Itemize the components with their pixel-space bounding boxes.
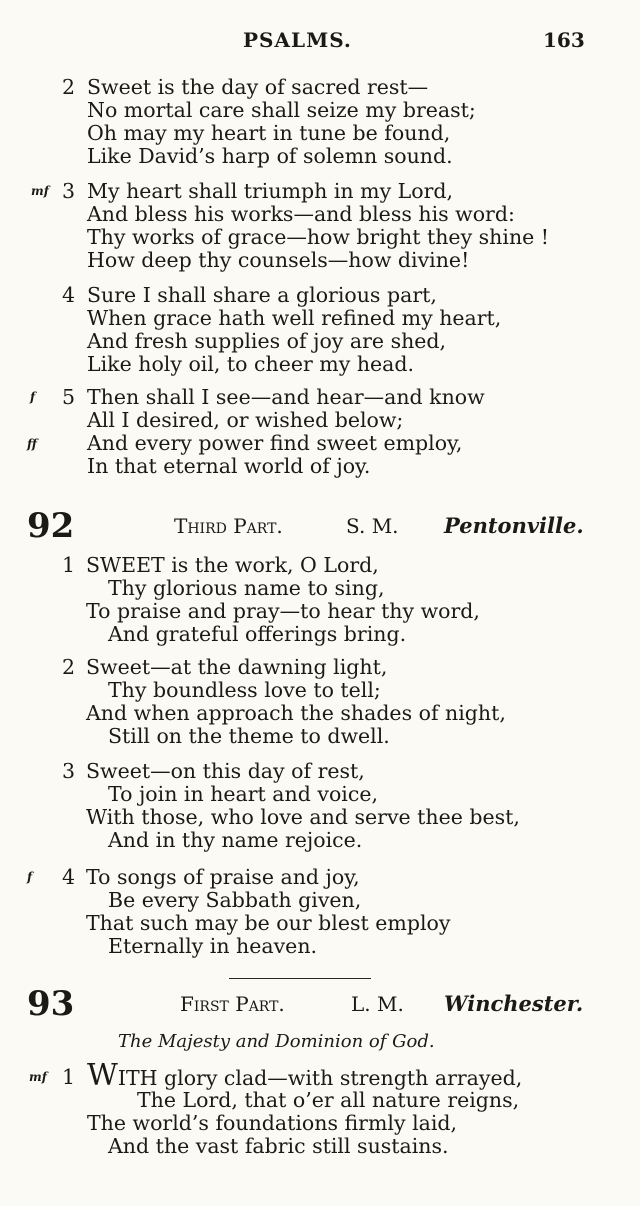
stanza-number: 3 <box>62 759 76 783</box>
verse-line: Like holy oil, to cheer my head. <box>87 352 415 376</box>
verse-line: Sweet—on this day of rest, <box>86 759 365 783</box>
verse-line: And in thy name rejoice. <box>108 828 363 852</box>
verse-line: All I desired, or wished below; <box>87 408 404 432</box>
verse-line: Like David’s harp of solemn sound. <box>87 144 453 168</box>
page-title: PSALMS. <box>243 28 352 52</box>
verse-line: The Lord, that o’er all nature reigns, <box>137 1088 520 1112</box>
verse-line: The world’s foundations firmly laid, <box>87 1111 458 1135</box>
verse-line: My heart shall triumph in my Lord, <box>87 179 454 203</box>
verse-line: To praise and pray—to hear thy word, <box>86 599 480 623</box>
verse-line: With those, who love and serve thee best, <box>86 805 520 829</box>
verse-line: No mortal care shall seize my breast; <box>87 98 476 122</box>
verse-line: And bless his works—and bless his word: <box>87 202 515 226</box>
stanza-number: 4 <box>62 283 76 307</box>
verse-line: Thy boundless love to tell; <box>108 678 381 702</box>
verse-line: When grace hath well refined my heart, <box>87 306 502 330</box>
verse-line: SWEET is the work, O Lord, <box>86 553 379 577</box>
verse-line: Thy works of grace—how bright they shine ! <box>87 225 550 249</box>
hymn-meter: S. M. <box>346 514 399 538</box>
verse-line: And the vast fabric still sustains. <box>108 1134 449 1158</box>
hymn-subtitle: The Majesty and Dominion of God. <box>118 1031 435 1052</box>
stanza-number: 3 <box>62 179 76 203</box>
stanza-number: 2 <box>62 75 76 99</box>
hymn-meter: L. M. <box>351 992 404 1016</box>
verse-line: In that eternal world of joy. <box>87 454 371 478</box>
hymn-number: 92 <box>27 506 75 546</box>
stanza-number: 1 <box>62 553 76 577</box>
dynamic-mark: mf <box>29 1070 47 1084</box>
page-number: 163 <box>543 28 585 52</box>
verse-line: Sweet—at the dawning light, <box>86 655 388 679</box>
stanza-number: 1 <box>62 1065 76 1089</box>
drop-cap: W <box>87 1058 118 1093</box>
verse-line: And fresh supplies of joy are shed, <box>87 329 447 353</box>
verse-line: And every power find sweet employ, <box>87 431 463 455</box>
hymn-number: 93 <box>27 984 75 1024</box>
hymn-header <box>0 984 640 1024</box>
dynamic-mark: f <box>30 390 36 404</box>
verse-line: Still on the theme to dwell. <box>108 724 390 748</box>
verse-line: Sure I shall share a glorious part, <box>87 283 437 307</box>
verse-line <box>87 1058 523 1093</box>
dynamic-mark: f <box>27 870 33 884</box>
hymn-header <box>0 506 640 546</box>
verse-line: To songs of praise and joy, <box>86 865 360 889</box>
verse-line: And when approach the shades of night, <box>86 701 506 725</box>
section-divider <box>229 978 371 979</box>
verse-line: Thy glorious name to sing, <box>108 576 385 600</box>
verse-line: Oh may my heart in tune be found, <box>87 121 451 145</box>
dynamic-mark: mf <box>31 184 49 198</box>
verse-line: That such may be our blest employ <box>86 911 451 935</box>
verse-line: Be every Sabbath given, <box>108 888 362 912</box>
verse-line: Then shall I see—and hear—and know <box>87 385 485 409</box>
tune-name: Pentonville. <box>444 513 584 538</box>
stanza-number: 2 <box>62 655 76 679</box>
verse-line: And grateful offerings bring. <box>108 622 407 646</box>
verse-line: Sweet is the day of sacred rest— <box>87 75 429 99</box>
stanza-number: 4 <box>62 865 76 889</box>
stanza-number: 5 <box>62 385 76 409</box>
verse-line: Eternally in heaven. <box>108 934 318 958</box>
dynamic-mark: ff <box>27 437 37 451</box>
running-head <box>0 28 640 58</box>
verse-line-rest: ITH glory clad—with strength arrayed, <box>117 1066 523 1090</box>
hymn-part: Third Part. <box>174 514 283 538</box>
verse-line: To join in heart and voice, <box>108 782 378 806</box>
verse-line: How deep thy counsels—how divine! <box>87 248 470 272</box>
hymn-part: First Part. <box>180 992 285 1016</box>
tune-name: Winchester. <box>444 991 584 1016</box>
